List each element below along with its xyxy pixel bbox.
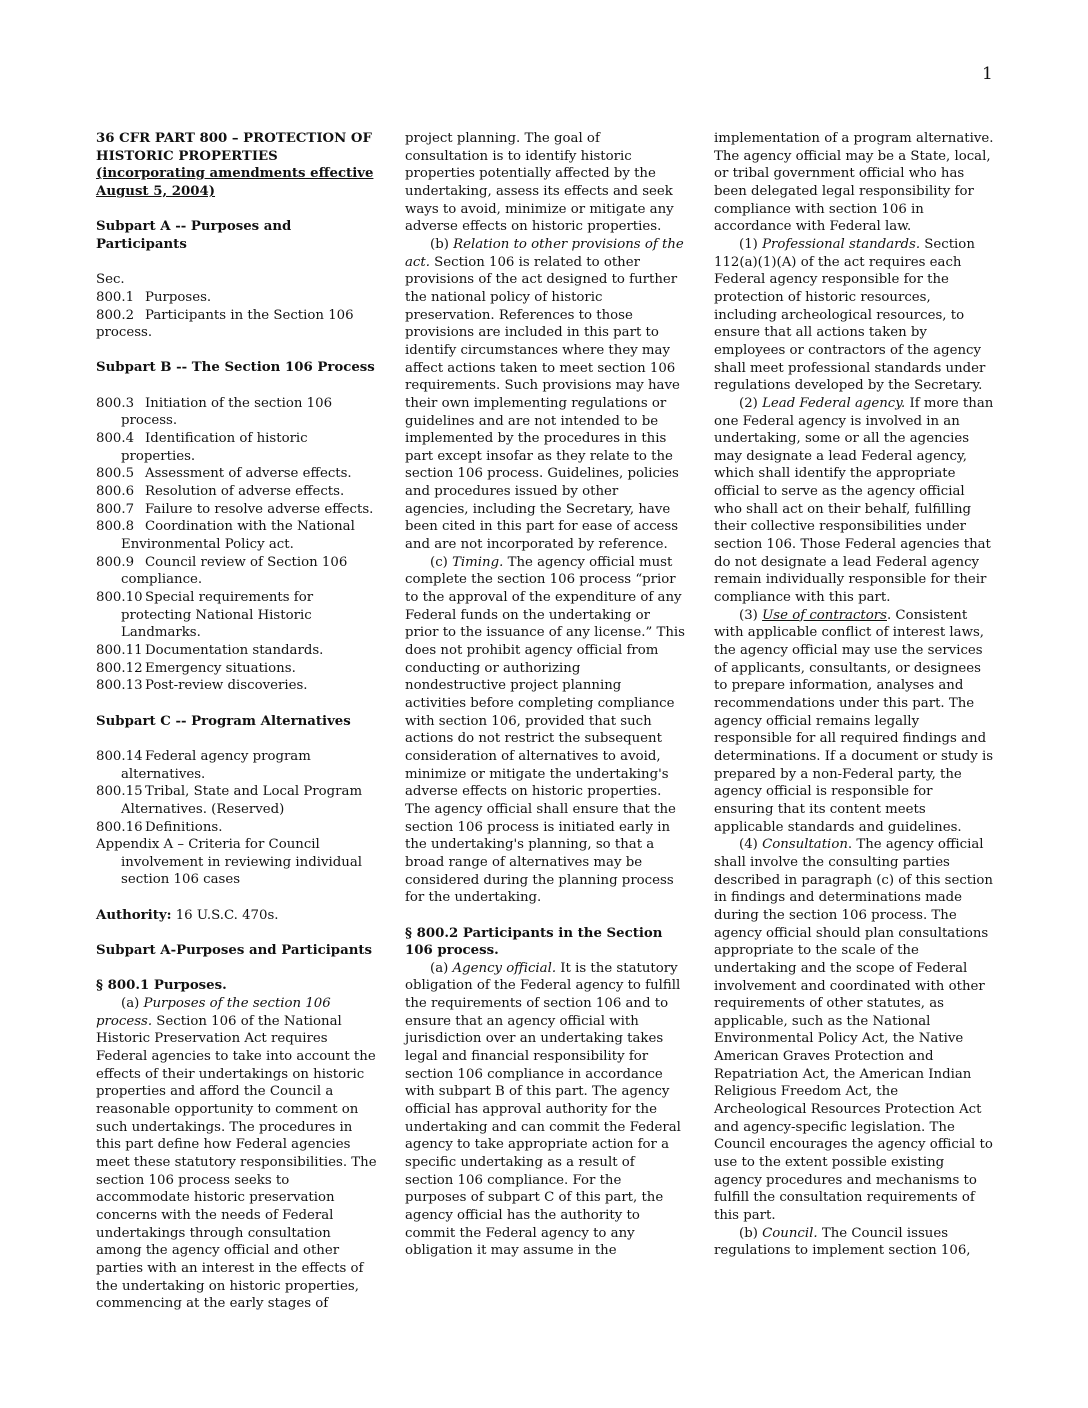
section-800-1-heading: § 800.1 Purposes. [96,978,227,994]
paragraph-800-2-a-1: (1) Professional standards. Section 112(a)(1)(A) of the act requires each Federal agency responsible for the protection of historic resources, including archeological resources, to ensure that all actions taken by employees or contractors of the agency shall meet professional standards under regulations developed by the Secretary. [714,236,986,394]
toc-item: 800.13 Post-review discoveries. [96,678,308,694]
paragraph-800-2-b: (b) Council. The Council issues regulations to implement section 106, [714,1225,971,1259]
amendment-note: (incorporating amendments effective August 5, 2004) [96,166,374,199]
toc-item: 800.9 Council review of Section 106 compliance. [96,554,348,588]
paragraph-800-1-a: (a) Purposes of the section 106 process. Section 106 of the National Historic Preservation Act requires Federal agencies to take into account the effects of their undertakings on historic properties and afford the Council a reasonable opportunity to comment on such undertakings. The procedures in this part define how Federal agencies meet these statutory responsibilities. The section 106 process seeks to accommodate historic preservation concerns with the needs of Federal undertakings through consultation among the agency official and other parties with an interest in the effects of the undertaking on historic properties, commencing at the early stages of [96,996,377,1312]
paragraph-800-2-a-2: (2) Lead Federal agency. If more than one Federal agency is involved in an undertaking, some or all the agencies may designate a lead Federal agency, which shall identify the appropriate official to serve as the agency official who shall act on their behalf, fulfilling their collective responsibilities under section 106. Those Federal agencies that do not designate a lead Federal agency remain individually responsible for their compliance with this part. [714,395,994,606]
sec-label: Sec. [96,272,125,288]
toc-item: 800.1 Purposes. [96,289,212,305]
section-800-2-heading: § 800.2 Participants in the Section 106 process. [405,925,663,959]
subpart-b-heading: Subpart B -- The Section 106 Process [96,360,375,376]
column-2 [405,130,685,1260]
subpart-a-heading: Subpart A -- Purposes and Participants [96,219,292,252]
subpart-a-section-heading: Subpart A-Purposes and Participants [96,943,373,959]
toc-item: 800.5 Assessment of adverse effects. [96,466,352,482]
paragraph-800-1-b: (b) Relation to other provisions of the act. Section 106 is related to other provisions of the act designed to further the national policy of historic preservation. References to those provisions are included in this part to identify circumstances where they may affect actions taken to meet section 106 requirements. Such provisions may have their own implementing regulations or guidelines and are not intended to be implemented by the procedures in this part except insofar as they relate to the section 106 process. Guidelines, policies and procedures issued by other agencies, including the Secretary, have been cited in this part for ease of access and are not incorporated by reference. [405,236,684,553]
toc-item: 800.7 Failure to resolve adverse effects. [96,501,374,517]
toc-item: 800.12 Emergency situations. [96,660,296,676]
column-3 [714,130,994,1260]
paragraph-continued: implementation of a program alternative. The agency official may be a State, local, or tribal government official who has been delegated legal responsibility for compliance with section 106 in accordance with Federal law. [714,131,994,235]
subpart-c-toc [96,748,378,889]
paragraph-800-2-a: (a) Agency official. It is the statutory obligation of the Federal agency to fulfill the requirements of section 106 and to ensure that an agency official with jurisdiction over an undertaking takes legal and financial responsibility for section 106 compliance in accordance with subpart B of this part. The agency official has approval authority for the undertaking and can commit the Federal agency to take appropriate action for a specific undertaking as a result of section 106 compliance. For the purposes of subpart C of this part, the agency official has the authority to commit the Federal agency to any obligation it may assume in the [405,960,681,1259]
toc-item: 800.4 Identification of historic properties. [96,431,308,464]
appendix-item: Appendix A – Criteria for Council involvement in reviewing individual section 106 cases [96,837,363,888]
toc-item: 800.15 Tribal, State and Local Program Alternatives. (Reserved) [96,784,363,817]
toc-item: 800.16 Definitions. [96,819,223,835]
toc-item: 800.14 Federal agency program alternatives. [96,748,311,782]
paragraph-continued: project planning. The goal of consultation is to identify historic properties potentially affected by the undertaking, assess its effects and seek ways to avoid, minimize or mitigate any adverse effects on historic properties. [405,131,674,235]
toc-item: 800.10 Special requirements for protecting National Historic Landmarks. [96,590,314,641]
toc-item: 800.6 Resolution of adverse effects. [96,484,345,500]
column-1 [96,130,378,1313]
authority-line: Authority: 16 U.S.C. 470s. [96,907,279,923]
toc-item: 800.11 Documentation standards. [96,642,324,658]
subpart-a-toc [96,289,378,342]
paragraph-800-2-a-3: (3) Use of contractors. Consistent with applicable conflict of interest laws, the agency official may use the services of applicants, consultants, or designees to prepare information, analyses and recommendations under this part. The agency official remains legally responsible for all required findings and determinations. If a document or study is prepared by a non-Federal party, the agency official is responsible for ensuring that its content meets applicable standards and guidelines. [714,607,994,835]
page-number: 1 [982,64,993,84]
paragraph-800-2-a-4: (4) Consultation. The agency official shall involve the consulting parties described in paragraph (c) of this section in findings and determinations made during the section 106 process. The agency official should plan consultations appropriate to the scale of the undertaking and the scope of Federal involvement and coordinated with other requirements of other statutes, as applicable, such as the National Environmental Policy Act, the Native American Graves Protection and Repatriation Act, the American Indian Religious Freedom Act, the Archeological Resources Protection Act and agency-specific legislation. The Council encourages the agency official to use to the extent possible existing agency procedures and mechanisms to fulfill the consultation requirements of this part. [714,837,993,1224]
document-title: 36 CFR PART 800 – PROTECTION OF HISTORIC PROPERTIES (incorporating amendments effective August 5, 2004) [96,131,374,199]
subpart-b-toc [96,395,378,695]
toc-item: 800.3 Initiation of the section 106 process. [96,395,333,429]
toc-item: 800.8 Coordination with the National Environmental Policy act. [96,519,355,553]
subpart-c-heading: Subpart C -- Program Alternatives [96,713,351,729]
toc-item: 800.2 Participants in the Section 106 process. [96,307,354,341]
paragraph-800-1-c: (c) Timing. The agency official must complete the section 106 process “prior to the approval of the expenditure of any Federal funds on the undertaking or prior to the issuance of any license.” This does not prohibit agency official from conducting or authorizing nondestructive project planning activities before completing compliance with section 106, provided that such actions do not restrict the subsequent consideration of alternatives to avoid, minimize or mitigate the undertaking's adverse effects on historic properties. The agency official shall ensure that the section 106 process is initiated early in the undertaking's planning, so that a broad range of alternatives may be considered during the planning process for the undertaking. [405,554,686,906]
